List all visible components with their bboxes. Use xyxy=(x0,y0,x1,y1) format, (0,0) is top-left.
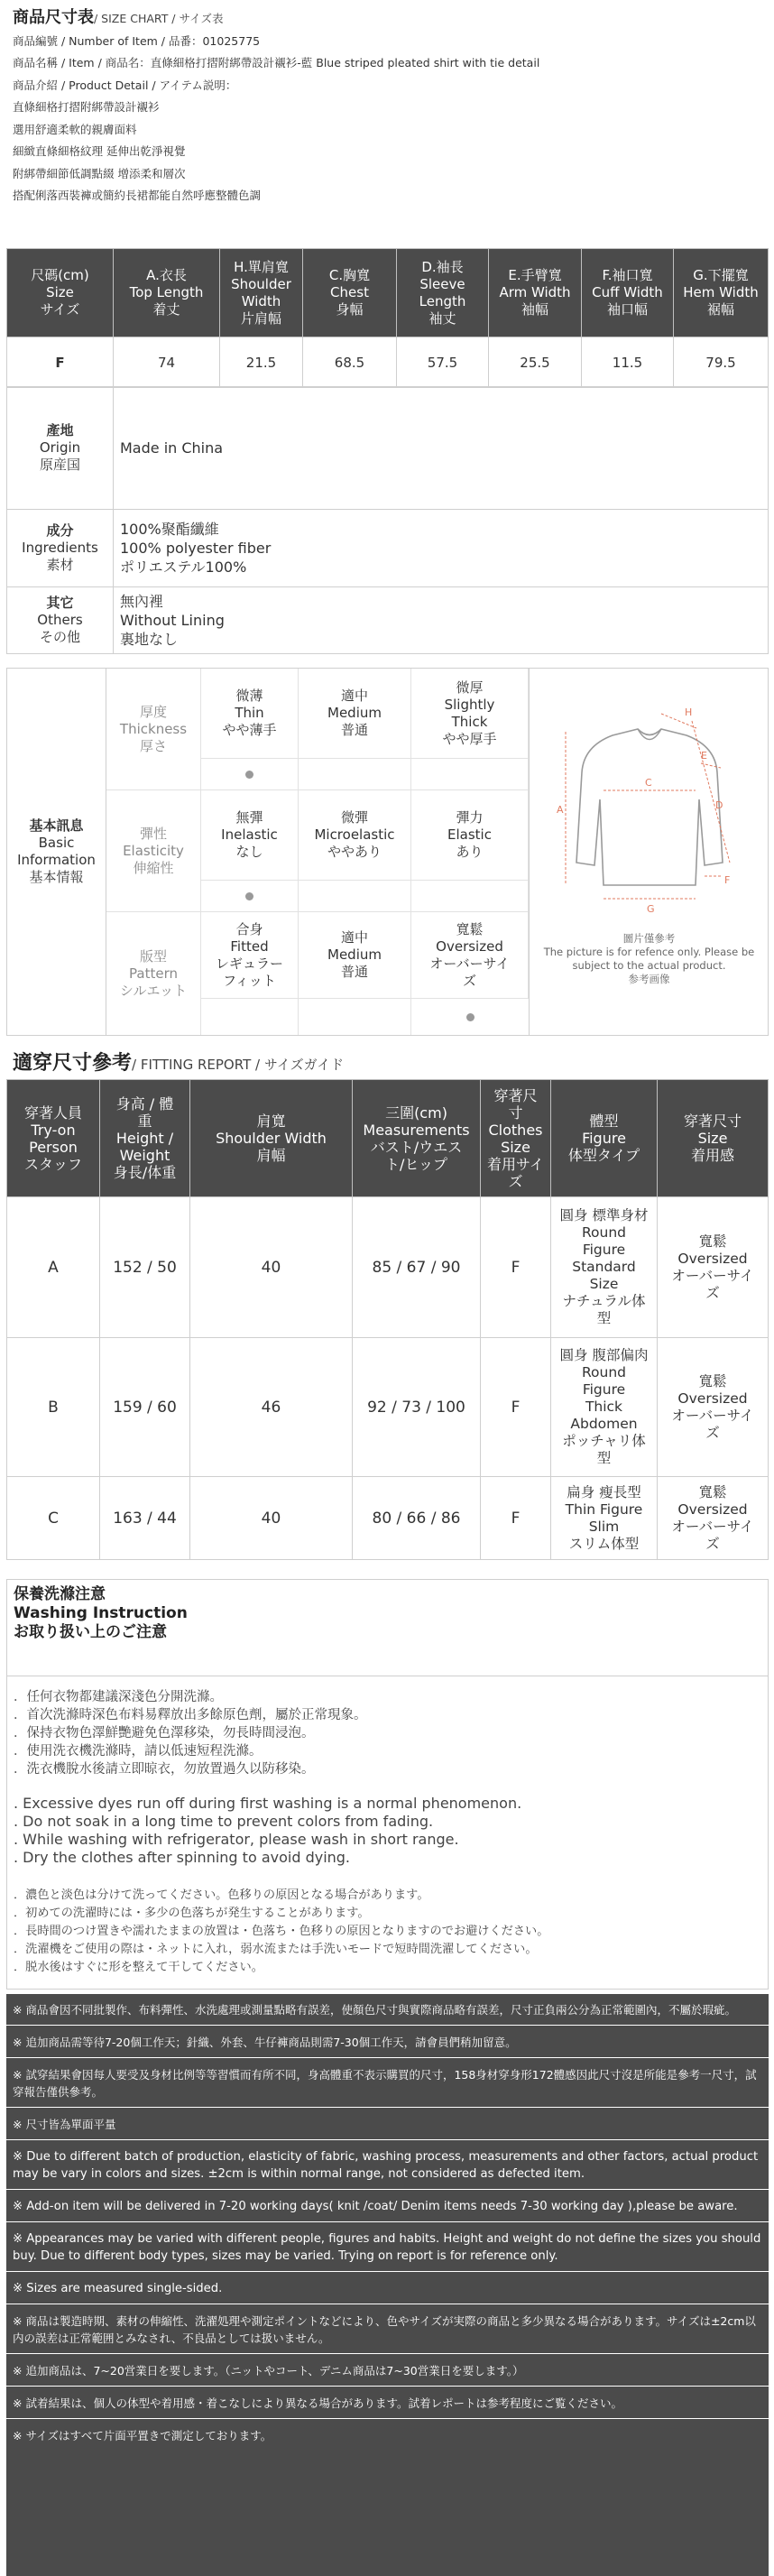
note-ja: ※ 商品は製造時期、素材の伸縮性、洗濯処理や測定ポイントなどにより、色やサイズが実際の商品と多少異なる場合があります。サイズは±2cm以内の誤差は正常範囲とみなされ、不良品としては扱いません。 xyxy=(13,2314,756,2345)
ingredients-value: 100%聚酯纖維 100% polyester fiber ポリエステル100% xyxy=(114,510,769,587)
header-hem-width: G.下擺寬 Hem Width 裾幅 xyxy=(674,249,769,337)
pattern-marker-empty xyxy=(201,999,299,1035)
divider xyxy=(6,2025,769,2026)
person-cell: C xyxy=(7,1477,100,1560)
size-table-header xyxy=(7,249,769,337)
clothes-size-cell: F xyxy=(481,1338,551,1477)
diagram-letter-g: G xyxy=(647,903,655,915)
others-label: 其它 Others その他 xyxy=(7,587,114,654)
selected-dot-icon xyxy=(466,1013,475,1021)
washing-zh: ．任何衣物都建議深淺色分開洗滌。 ．首次洗滌時深色布料易釋放出多餘原色劑，屬於正常現象。 ．保持衣物色澤鮮艷避免色澤移染，勿長時間浸泡。 ．使用洗衣機洗滌時，請以低速短程洗滌。 ．洗衣機脫水後請立即晾衣，勿放置過久以防移染。 xyxy=(14,1690,367,1777)
diagram-letter-a: A xyxy=(557,804,564,816)
product-detail-label: 商品介紹 / Product Detail / アイテム説明： xyxy=(13,78,237,92)
detail-line: 細緻直條細格紋理 延伸出乾淨視覺 xyxy=(13,144,186,158)
detail-line: 搭配俐落西裝褲或簡約長裙都能自然呼應整體色調 xyxy=(13,189,262,202)
diagram-caption: 圖片僅參考 The picture is for refence only. Please be subject to the actual product. 参考画像 xyxy=(543,932,755,985)
origin-row xyxy=(7,387,769,510)
notes-section xyxy=(6,1994,769,2576)
note-en: ※ Due to different batch of production, elasticity of fabric, washing process, measurements and other factors, actual product may be vary in colors and sizes. ±2cm is within normal range, not considered as defected item. xyxy=(13,2150,759,2181)
fabric-attributes-grid xyxy=(106,669,529,1035)
header-size: 尺碼(cm) Size サイズ xyxy=(7,249,114,337)
person-cell: B xyxy=(7,1338,100,1477)
divider xyxy=(6,2189,769,2190)
note-ja: ※ サイズはすべて片面平置きで測定しております。 xyxy=(13,2429,272,2442)
garment-diagram-icon xyxy=(530,669,769,930)
others-row xyxy=(7,587,769,654)
basic-info-label: 基本訊息 Basic Information 基本情報 xyxy=(7,669,106,1035)
ingredients-label: 成分 Ingredients 素材 xyxy=(7,510,114,587)
fit-cell: 寬鬆 Oversized オーバーサイ ズ xyxy=(658,1338,769,1477)
thickness-marker-empty xyxy=(411,759,529,790)
diagram-letter-h: H xyxy=(685,706,693,718)
washing-ja: ．濃色と淡色は分けて洗ってください。色移りの原因となる場合があります。 ．初めての洗濯時には・多少の色落ちが発生することがあります。 ．長時間のつけ置きや濡れたままの放置は・色落ち・色移りの原因となりますのでお避けください。 ．洗濯機をご使用の際は・ネットに入れ，弱水流または手洗いモードで短時間洗濯してください。 ．脱水後はすぐに形を整えて干してください。 xyxy=(14,1888,549,1974)
elasticity-selected-marker xyxy=(201,881,299,912)
others-value: 無內裡 Without Lining 裏地なし xyxy=(114,587,769,654)
divider xyxy=(6,2418,769,2419)
table-row xyxy=(7,1197,769,1338)
header-clothes-size: 穿著尺 寸 Clothes Size 着用サイ ズ xyxy=(481,1080,551,1197)
header-shoulder: 肩寬 Shoulder Width 肩幅 xyxy=(190,1080,353,1197)
height-weight-cell: 159 / 60 xyxy=(100,1338,190,1477)
selected-dot-icon xyxy=(245,771,253,779)
header-fit: 穿著尺寸 Size 着用感 xyxy=(658,1080,769,1197)
header-chest: C.胸寬 Chest 身幅 xyxy=(303,249,397,337)
shoulder-cell: 46 xyxy=(190,1338,353,1477)
fit-cell: 寬鬆 Oversized オーバーサイ ズ xyxy=(658,1197,769,1338)
header-person: 穿著人員 Try-on Person スタッフ xyxy=(7,1080,100,1197)
fitting-table xyxy=(6,1079,769,1560)
figure-cell: 扁身 瘦長型 Thin Figure Slim スリム体型 xyxy=(551,1477,658,1560)
diagram-letter-d: D xyxy=(715,799,723,811)
elasticity-marker-empty xyxy=(299,881,411,912)
elasticity-label: 彈性 Elasticity 伸縮性 xyxy=(106,790,201,912)
note-zh: ※ 追加商品需等待7-20個工作天；針織、外套、牛仔褲商品則需7-30個工作天，請會員們稍加留意。 xyxy=(13,2036,517,2049)
selected-dot-icon xyxy=(245,892,253,900)
divider xyxy=(6,2107,769,2108)
thickness-selected-marker xyxy=(201,759,299,790)
elasticity-option-inelastic: 無彈 Inelastic なし xyxy=(201,790,299,881)
header-sleeve-length: D.袖長 Sleeve Length 袖丈 xyxy=(397,249,489,337)
item-name: 商品名稱 / Item / 商品名：直條細格打摺附綁帶設計襯衫-藍 Blue striped pleated shirt with tie detail xyxy=(13,56,540,69)
basic-info-section xyxy=(6,668,769,1036)
elasticity-option-micro: 微彈 Microelastic ややあり xyxy=(299,790,411,881)
top-length-cell: 74 xyxy=(114,337,220,388)
pattern-option-fitted: 合身 Fitted レギュラー フィット xyxy=(201,912,299,999)
pattern-marker-empty xyxy=(299,999,411,1035)
divider xyxy=(6,2139,769,2140)
cuff-width-cell: 11.5 xyxy=(582,337,674,388)
table-row xyxy=(7,1338,769,1477)
divider xyxy=(6,2271,769,2272)
item-number: 商品編號 / Number of Item / 品番：01025775 xyxy=(13,33,261,48)
diagram-letter-e: E xyxy=(701,750,707,762)
product-header xyxy=(13,7,761,208)
pattern-label: 版型 Pattern シルエット xyxy=(106,912,201,1035)
size-table xyxy=(6,248,769,388)
sleeve-length-cell: 57.5 xyxy=(397,337,489,388)
divider xyxy=(6,2221,769,2222)
thickness-option-thick: 微厚 Slightly Thick やや厚手 xyxy=(411,669,529,759)
measurements-cell: 85 / 67 / 90 xyxy=(353,1197,481,1338)
figure-cell: 圓身 標準身材 Round Figure Standard Size ナチュラル体 型 xyxy=(551,1197,658,1338)
clothes-size-cell: F xyxy=(481,1477,551,1560)
page-title-suffix: / SIZE CHART / サイズ表 xyxy=(94,12,224,25)
note-en: ※ Appearances may be varied with different people, figures and habits. Height and weight do not define the sizes you should buy. Due to different body types, sizes may be varied. Trying on report is for reference only. xyxy=(13,2232,761,2263)
size-cell: F xyxy=(7,337,114,388)
washing-en: . Excessive dyes run off during first washing is a normal phenomenon. . Do not soak in a long time to prevent colors from fading. . While washing with refrigerator, please wash in short range. . Dry the clothes after spinning to avoid dying. xyxy=(14,1795,522,1866)
fitting-report-title-suffix: / FITTING REPORT / サイズガイド xyxy=(132,1057,345,1073)
arm-width-cell: 25.5 xyxy=(489,337,582,388)
hem-width-cell: 79.5 xyxy=(674,337,769,388)
note-zh: ※ 試穿結果會因每人要受及身材比例等等習慣而有所不同，身高體重不表示購買的尺寸，158身材穿身形172體感因此尺寸沒是所能是參考一尺寸，試穿報告僅供參考。 xyxy=(13,2068,757,2099)
fitting-report-title: 適穿尺寸參考/ FITTING REPORT / サイズガイド xyxy=(13,1052,345,1075)
detail-line: 直條細格打摺附綁帶設計襯衫 xyxy=(13,100,160,114)
table-row xyxy=(7,1477,769,1560)
pattern-option-oversized: 寬鬆 Oversized オーバーサイ ズ xyxy=(411,912,529,999)
header-shoulder-width: H.單肩寬 Shoulder Width 片肩幅 xyxy=(220,249,303,337)
pattern-selected-marker xyxy=(411,999,529,1035)
origin-label: 產地 Origin 原産国 xyxy=(7,387,114,510)
clothes-size-cell: F xyxy=(481,1197,551,1338)
divider xyxy=(6,2057,769,2058)
note-en: ※ Add-on item will be delivered in 7-20 working days( knit /coat/ Denim items needs 7-30 working day ),please be aware. xyxy=(13,2200,738,2213)
shoulder-cell: 40 xyxy=(190,1197,353,1338)
washing-instruction-section xyxy=(6,1579,769,1990)
header-figure: 體型 Figure 体型タイプ xyxy=(551,1080,658,1197)
note-zh: ※ 商品會因不同批製作、布料彈性、水洗處理或測量點略有誤差，使顏色尺寸與實際商品略有誤差，尺寸正負兩公分為正常範圍內，不屬於瑕疵。 xyxy=(13,2003,736,2017)
height-weight-cell: 163 / 44 xyxy=(100,1477,190,1560)
origin-value: Made in China xyxy=(114,387,769,510)
person-cell: A xyxy=(7,1197,100,1338)
measurements-cell: 92 / 73 / 100 xyxy=(353,1338,481,1477)
divider xyxy=(6,2353,769,2354)
figure-cell: 圓身 腹部偏肉 Round Figure Thick Abdomen ポッチャリ体 型 xyxy=(551,1338,658,1477)
diagram-letter-f: F xyxy=(724,874,731,886)
shoulder-width-cell: 21.5 xyxy=(220,337,303,388)
thickness-marker-empty xyxy=(299,759,411,790)
divider xyxy=(6,2386,769,2387)
ingredients-row xyxy=(7,510,769,587)
measurements-cell: 80 / 66 / 86 xyxy=(353,1477,481,1560)
product-info-table xyxy=(6,386,769,654)
note-ja: ※ 試着結果は、個人の体型や着用感・着こなしにより異なる場合があります。試着レポートは参考程度にご覧ください。 xyxy=(13,2396,622,2410)
table-row xyxy=(7,337,769,388)
height-weight-cell: 152 / 50 xyxy=(100,1197,190,1338)
elasticity-option-elastic: 彈力 Elastic あり xyxy=(411,790,529,881)
diagram-letter-c: C xyxy=(645,777,652,789)
note-ja: ※ 追加商品は、7~20営業日を要します。（ニットやコート、デニム商品は7~30営業日を要します。） xyxy=(13,2364,524,2377)
washing-title: 保養洗滌注意 Washing Instruction お取り扱い上のご注意 xyxy=(14,1585,188,1641)
fit-cell: 寬鬆 Oversized オーバーサイ ズ xyxy=(658,1477,769,1560)
elasticity-marker-empty xyxy=(411,881,529,912)
note-en: ※ Sizes are measured single-sided. xyxy=(13,2282,223,2295)
header-cuff-width: F.袖口寬 Cuff Width 袖口幅 xyxy=(582,249,674,337)
header-arm-width: E.手臂寬 Arm Width 袖幅 xyxy=(489,249,582,337)
header-height-weight: 身高 / 體 重 Height / Weight 身長/体重 xyxy=(100,1080,190,1197)
thickness-option-thin: 微薄 Thin やや薄手 xyxy=(201,669,299,759)
header-measurements: 三圍(cm) Measurements バスト/ウエス ト/ヒップ xyxy=(353,1080,481,1197)
note-zh: ※ 尺寸皆為單面平量 xyxy=(13,2118,116,2131)
shoulder-cell: 40 xyxy=(190,1477,353,1560)
fitting-table-header xyxy=(7,1080,769,1197)
detail-line: 附綁帶細節低調點綴 增添柔和層次 xyxy=(13,166,186,180)
chest-cell: 68.5 xyxy=(303,337,397,388)
detail-line: 選用舒適柔軟的親膚面料 xyxy=(13,122,137,136)
measurement-diagram xyxy=(529,669,768,1035)
thickness-option-medium: 適中 Medium 普通 xyxy=(299,669,411,759)
page-title: 商品尺寸表/ SIZE CHART / サイズ表 xyxy=(13,8,224,27)
thickness-label: 厚度 Thickness 厚さ xyxy=(106,669,201,790)
pattern-option-medium: 適中 Medium 普通 xyxy=(299,912,411,999)
header-top-length: A.衣長 Top Length 着丈 xyxy=(114,249,220,337)
